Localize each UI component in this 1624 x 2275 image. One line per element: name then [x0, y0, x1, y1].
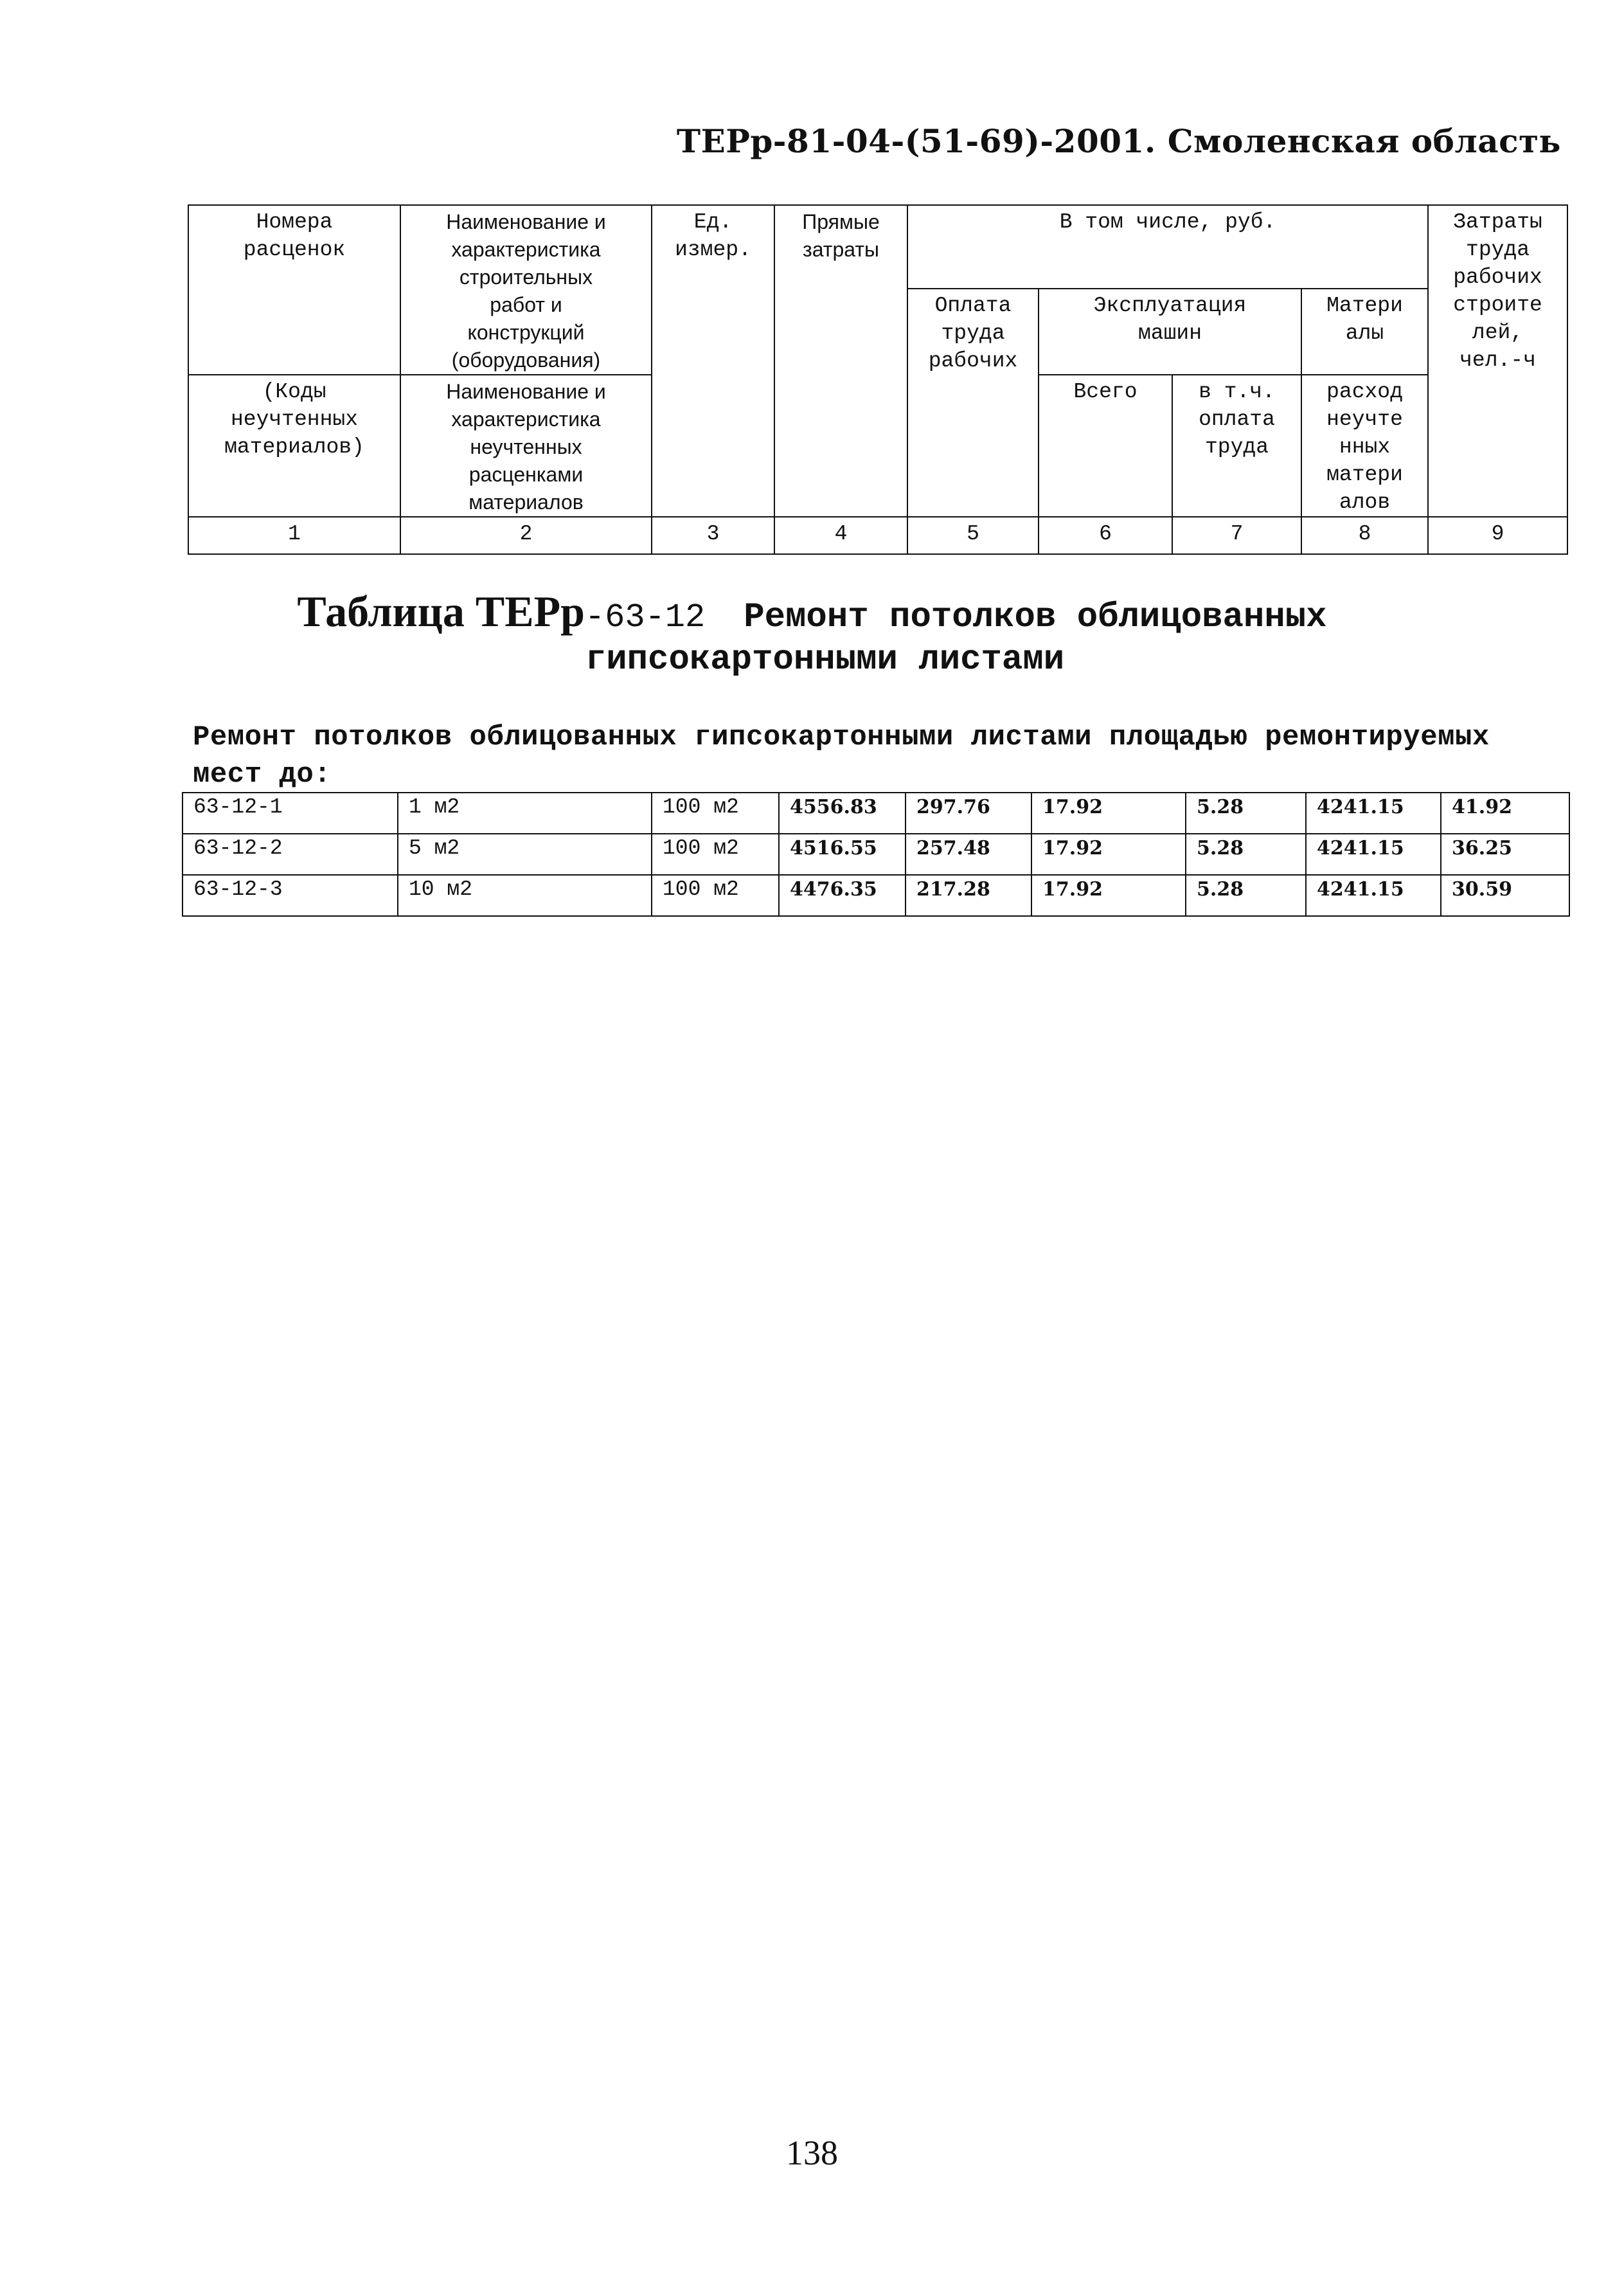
labor-hours-cell: 30.59: [1441, 875, 1569, 916]
table-title-line1: Ремонт потолков облицованных: [744, 598, 1327, 637]
labor-pay-cell: 217.28: [906, 875, 1031, 916]
labor-hours-cell: 41.92: [1441, 793, 1569, 834]
header-materials: Матери алы: [1301, 289, 1428, 375]
work-name-cell: 10 м2: [398, 875, 652, 916]
section-heading: Ремонт потолков облицованных гипсокартонными листами площадью ремонтируемых мест до:: [193, 721, 1490, 791]
region-name: Смоленская область: [1167, 122, 1561, 160]
column-number: 6: [1039, 517, 1172, 554]
machines-labor-cell: 5.28: [1186, 793, 1306, 834]
column-number: 1: [188, 517, 400, 554]
direct-costs-cell: 4476.35: [779, 875, 906, 916]
running-head: [677, 122, 1561, 160]
header-machine-operation: Эксплуатация машин: [1039, 289, 1301, 375]
labor-hours-cell: 36.25: [1441, 834, 1569, 875]
header-material-codes: (Коды неучтенных материалов): [188, 375, 400, 517]
unit-cell: 100 м2: [652, 834, 779, 875]
table-row: [183, 834, 1569, 875]
direct-costs-cell: 4516.55: [779, 834, 906, 875]
header-including-group: В том числе, руб.: [907, 205, 1428, 289]
machines-total-cell: 17.92: [1031, 875, 1186, 916]
column-number: 4: [774, 517, 907, 554]
column-number: 9: [1428, 517, 1567, 554]
header-work-name: Наименование и характеристика строительных работ и конструкций (оборудования): [400, 205, 652, 375]
header-rate-number: Номера расценок: [188, 205, 400, 375]
machines-labor-cell: 5.28: [1186, 875, 1306, 916]
work-name-cell: 5 м2: [398, 834, 652, 875]
materials-cell: 4241.15: [1306, 875, 1441, 916]
rate-code-cell: 63-12-3: [183, 875, 398, 916]
machines-labor-cell: 5.28: [1186, 834, 1306, 875]
direct-costs-cell: 4556.83: [779, 793, 906, 834]
table-row: [183, 875, 1569, 916]
materials-cell: 4241.15: [1306, 834, 1441, 875]
table-title-code: -63-12: [584, 598, 706, 636]
table-row: [183, 793, 1569, 834]
column-number: 7: [1172, 517, 1301, 554]
labor-pay-cell: 257.48: [906, 834, 1031, 875]
header-machines-labor: в т.ч. оплата труда: [1172, 375, 1301, 517]
rate-code-cell: 63-12-1: [183, 793, 398, 834]
unit-cell: 100 м2: [652, 875, 779, 916]
rates-table: [182, 792, 1570, 917]
column-number: 8: [1301, 517, 1428, 554]
labor-pay-cell: 297.76: [906, 793, 1031, 834]
rates-table-body: [183, 793, 1569, 916]
header-material-names: Наименование и характеристика неучтенных расценками материалов: [400, 375, 652, 517]
unit-cell: 100 м2: [652, 793, 779, 834]
work-name-cell: 1 м2: [398, 793, 652, 834]
column-number: 5: [907, 517, 1039, 554]
page-number: 138: [786, 2134, 838, 2172]
rate-code-cell: 63-12-2: [183, 834, 398, 875]
header-labor-hours: Затраты труда рабочих строите лей, чел.-ч: [1428, 205, 1567, 517]
header-labor-pay: Оплата труда рабочих: [907, 289, 1039, 517]
materials-cell: 4241.15: [1306, 793, 1441, 834]
machines-total-cell: 17.92: [1031, 834, 1186, 875]
document-code: ТЕРр-81-04-(51-69)-2001.: [676, 122, 1156, 160]
header-machines-total: Всего: [1039, 375, 1172, 517]
table-title-line2: гипсокартонными листами: [585, 640, 1065, 679]
machines-total-cell: 17.92: [1031, 793, 1186, 834]
table-title-label: Таблица ТЕРр: [297, 587, 585, 636]
column-number: 2: [400, 517, 652, 554]
header-direct-costs: Прямые затраты: [774, 205, 907, 517]
column-header-table: [188, 204, 1568, 555]
table-title: [0, 587, 1624, 681]
header-unit: Ед. измер.: [652, 205, 774, 517]
column-number: 3: [652, 517, 774, 554]
header-material-consumption: расход неучте нных матери алов: [1301, 375, 1428, 517]
